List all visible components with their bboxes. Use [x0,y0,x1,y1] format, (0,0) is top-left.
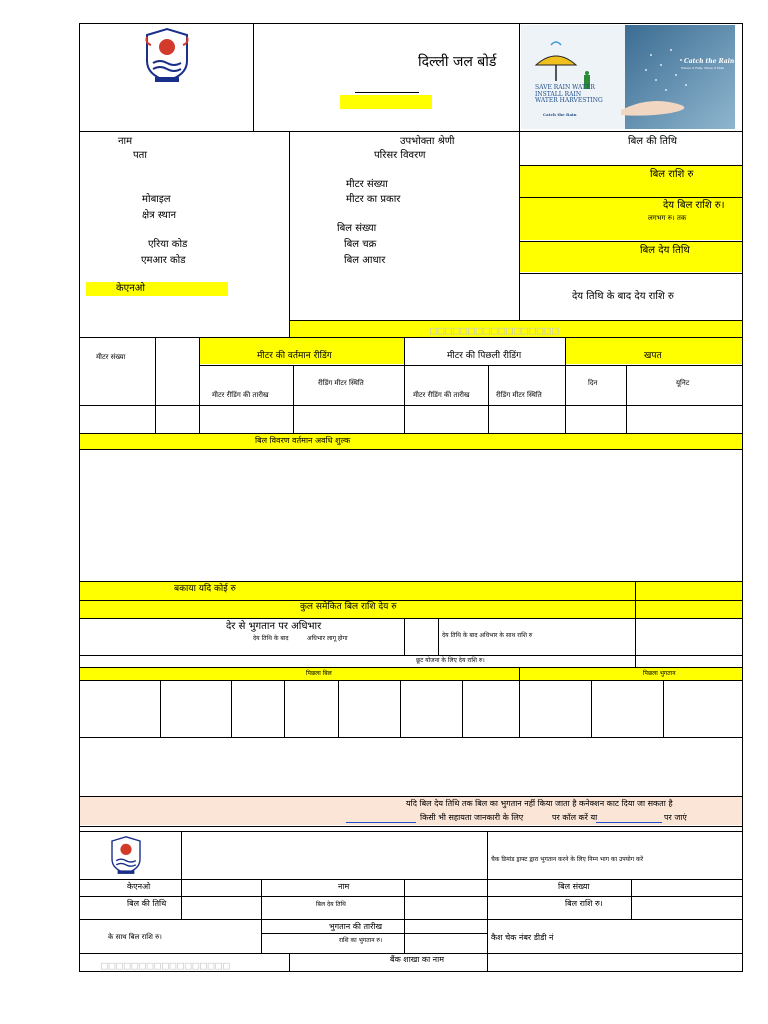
payment-note: चैक डिमांड ड्राफ्ट द्वारा भुगतान करने के लिए निम्न भाग का उपयोग करें [491,856,644,863]
charges-title: बिल विवरण वर्तमान अवधि शुल्क [255,436,351,445]
notice-line-1: यदि बिल देय तिथि तक बिल का भुगतान नहीं किया जाता है कनेक्शन काट दिया जा सकता है [406,799,673,808]
save-rain-text: SAVE RAIN WATER INSTALL RAIN WATER HARVESTING [535,84,603,105]
after-due-label: देय तिथि के बाद देय राशि रु [572,291,674,302]
title-highlight [340,95,432,109]
arrears-label: बकाया यदि कोई रु [174,584,236,594]
catch-the-rain-banner [521,25,735,129]
payable-amount-label: देय बिल राशि रु। [663,200,725,211]
stub-bill-date: बिल की तिथि [127,899,167,908]
catch-rain-small: Catch the Rain [543,112,577,117]
rt-cur-date: मीटर रीडिंग की तारीख [212,391,269,399]
rebate-label: छूट योजना के लिए देय राशि रु। [416,657,485,664]
rt-meter-no: मीटर संख्या [96,353,126,361]
due-date-label: बिल देय तिथि [640,245,690,256]
djb-logo-small [104,834,148,876]
rt-units: यूनिट [676,379,690,387]
stub-bill-no: बिल संख्या [558,882,590,891]
area-label: क्षेत्र स्थान [142,210,177,221]
area-code-label: एरिया कोड [148,239,188,250]
rt-days: दिन [588,379,598,387]
meter-no-label: मीटर संख्या [346,179,388,190]
mr-code-label: एमआर कोड [141,255,186,266]
bill-date-label: बिल की तिथि [628,136,677,147]
name-label: नाम [118,136,133,147]
address-label: पता [133,150,147,161]
stub-bank: बैंक शाखा का नाम [390,955,444,964]
previous-payment-label: पिछला भुगतान [643,670,676,677]
bill-amount-label: बिल राशि रु [650,169,694,180]
rt-cur-status: रीडिंग मीटर स्थिति [318,379,364,387]
bill-no-label: बिल संख्या [337,223,377,234]
org-title: दिल्ली जल बोर्ड [418,54,497,70]
stub-amount-with: के साथ बिल राशि रु। [108,933,162,941]
bill-basis-label: बिल आधार [344,255,386,266]
kno-label: केएनओ [116,283,145,294]
category-label: उपभोक्ता श्रेणी [400,136,455,147]
stub-payment-date: भुगतान की तारीख [329,922,383,931]
mobile-label: मोबाइल [142,194,171,205]
amount-with-surcharge-label: देय तिथि के बाद अधिभार के साथ राशि रु [442,632,533,639]
rt-prev-status: रीडिंग मीटर स्थिति [496,391,542,399]
approx-amount-label: लगभग रु। तक [648,214,687,222]
rt-current-reading: मीटर की वर्तमान रीडिंग [257,351,332,361]
notice-line-2c: पर जाएं [664,813,687,822]
catch-rain-title: Catch the Rain [684,58,735,65]
surcharge-applicable-label: अधिभार लागू होगा [307,635,348,642]
stub-cheque: कैश चेक नंबर डीडी नं [491,933,554,942]
late-payment-label: देर से भुगतान पर अधिभार [226,621,322,632]
notice-line-2a: किसी भी सहायता जानकारी के लिए [420,813,524,822]
notice-line-2b: पर कॉल करें या [552,813,598,822]
premises-label: परिसर विवरण [374,150,426,161]
stub-name: नाम [338,882,350,891]
stub-bill-amount: बिल राशि रु। [565,899,603,908]
placeholder-boxes-top: □□□□□□□□□□□□□□□□□ [430,324,560,337]
djb-logo [141,25,193,85]
previous-bill-label: पिछला बिल [306,670,332,677]
stub-bill-due-date: बिल देय तिथि [316,901,346,908]
catch-rain-sub: Where it Falls, When it Falls [681,66,725,70]
placeholder-boxes-bottom: □□□□□□□□□□□□□□□□□ [101,959,231,972]
bill-cycle-label: बिल चक्र [344,239,377,250]
meter-type-label: मीटर का प्रकार [346,194,401,205]
rt-prev-date: मीटर रीडिंग की तारीख [413,391,470,399]
stub-amount-paid: राशि का भुगतान रु। [339,937,383,944]
after-due-date-label: देय तिथि के बाद [253,635,289,642]
total-payable-label: कुल समेकित बिल राशि देय रु [300,602,397,612]
rt-previous-reading: मीटर की पिछली रीडिंग [447,351,522,361]
stub-kno: केएनओ [127,882,151,891]
rt-consumption: खपत [644,351,662,361]
